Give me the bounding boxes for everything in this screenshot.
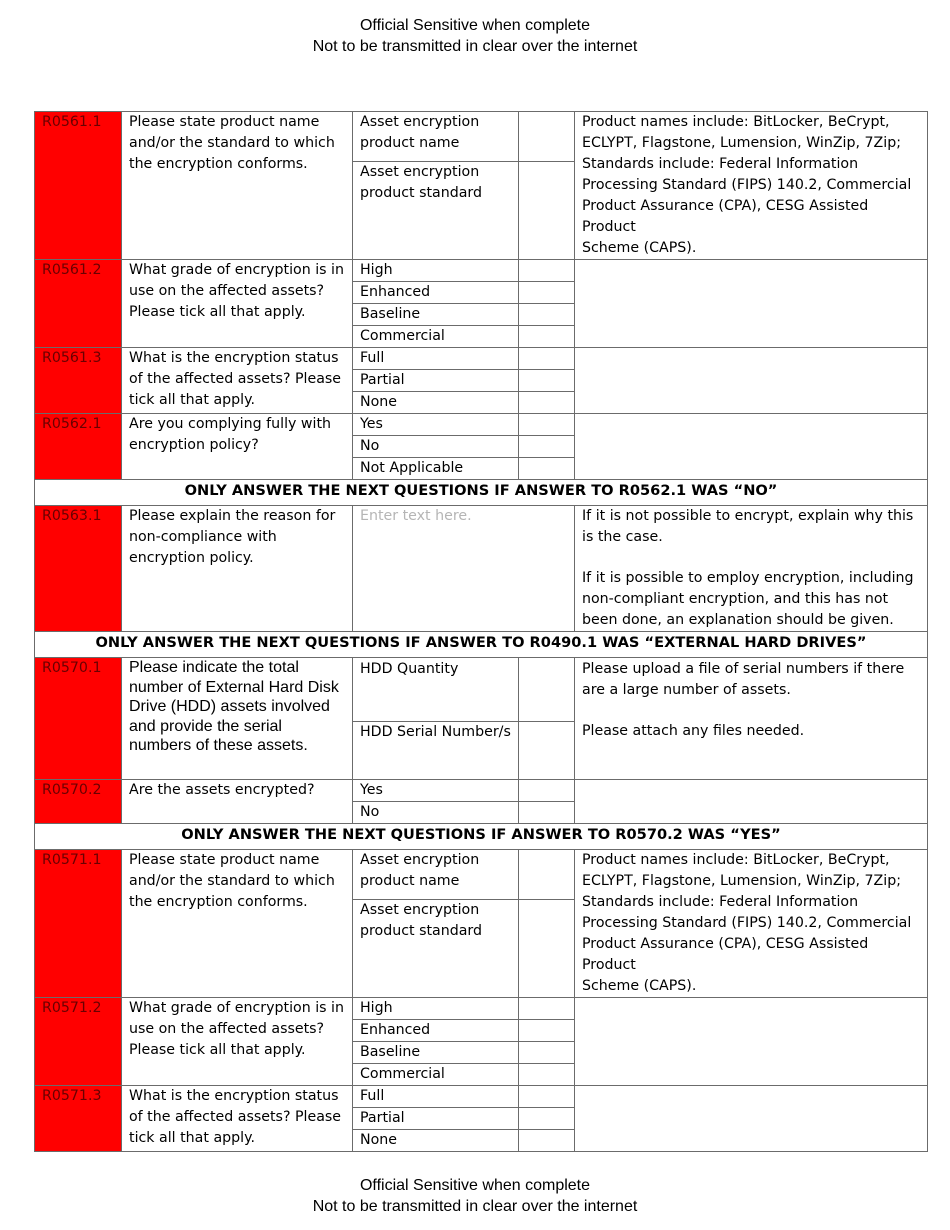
table-row <box>35 780 928 802</box>
checkbox-cell[interactable] <box>519 802 575 824</box>
table-row <box>35 998 928 1020</box>
option-label: Enhanced <box>353 1020 519 1042</box>
question-id: R0571.1 <box>35 850 122 998</box>
guidance-note <box>575 506 928 632</box>
checkbox-cell[interactable] <box>519 436 575 458</box>
checkbox-cell[interactable] <box>519 1042 575 1064</box>
checkbox-cell[interactable] <box>519 260 575 282</box>
option-label: None <box>353 1130 519 1152</box>
note-paragraph: Please attach any files needed. <box>582 723 805 739</box>
question-id: R0561.3 <box>35 348 122 414</box>
checkbox-cell[interactable] <box>519 458 575 480</box>
option-label: Enhanced <box>353 282 519 304</box>
conditional-banner: ONLY ANSWER THE NEXT QUESTIONS IF ANSWER TO R0562.1 WAS “NO” <box>35 480 928 506</box>
option-label: No <box>353 436 519 458</box>
security-marking-footer <box>0 1175 950 1217</box>
guidance-note-empty <box>575 780 928 824</box>
conditional-banner: ONLY ANSWER THE NEXT QUESTIONS IF ANSWER TO R0490.1 WAS “EXTERNAL HARD DRIVES” <box>35 632 928 658</box>
question-id: R0563.1 <box>35 506 122 632</box>
explanation-text-field[interactable] <box>353 506 575 632</box>
checkbox-cell[interactable] <box>519 1064 575 1086</box>
header-line-1: Official Sensitive when complete <box>359 17 591 34</box>
table-row <box>35 348 928 370</box>
table-row <box>35 1086 928 1108</box>
guidance-note <box>575 658 928 780</box>
question-text: Please state product name and/or the standard to which the encryption conforms. <box>122 850 353 998</box>
option-label: Baseline <box>353 304 519 326</box>
option-label: HDD Quantity <box>353 658 519 722</box>
guidance-note <box>575 112 928 260</box>
table-row <box>35 480 928 506</box>
note-line: ECLYPT, Flagstone, Lumension, WinZip, 7Zip; <box>582 135 901 151</box>
checkbox-cell[interactable] <box>519 392 575 414</box>
option-label: High <box>353 260 519 282</box>
option-label: No <box>353 802 519 824</box>
checkbox-cell[interactable] <box>519 414 575 436</box>
question-id: R0561.2 <box>35 260 122 348</box>
question-id: R0562.1 <box>35 414 122 480</box>
question-id: R0571.3 <box>35 1086 122 1152</box>
table-row <box>35 632 928 658</box>
question-id: R0570.1 <box>35 658 122 780</box>
option-label: Baseline <box>353 1042 519 1064</box>
option-label: Full <box>353 348 519 370</box>
option-label: Full <box>353 1086 519 1108</box>
checkbox-cell[interactable] <box>519 370 575 392</box>
question-text: What grade of encryption is in use on the affected assets? Please tick all that apply. <box>122 998 353 1086</box>
answer-field[interactable] <box>519 722 575 780</box>
footer-line-2: Not to be transmitted in clear over the internet <box>312 1198 638 1215</box>
question-text: Are the assets encrypted? <box>122 780 353 824</box>
question-id: R0571.2 <box>35 998 122 1086</box>
note-line: Scheme (CAPS). <box>582 240 697 256</box>
option-label: Commercial <box>353 326 519 348</box>
checkbox-cell[interactable] <box>519 1020 575 1042</box>
checkbox-cell[interactable] <box>519 282 575 304</box>
encryption-form-table <box>34 111 928 1152</box>
option-label: High <box>353 998 519 1020</box>
note-paragraph: If it is possible to employ encryption, including non-compliant encryption, and this has not been done, an explanation should be given. <box>582 570 914 628</box>
option-label: HDD Serial Number/s <box>353 722 519 780</box>
checkbox-cell[interactable] <box>519 1086 575 1108</box>
note-paragraph: Please upload a file of serial numbers if there are a large number of assets. <box>582 661 905 698</box>
table-row <box>35 658 928 722</box>
checkbox-cell[interactable] <box>519 326 575 348</box>
note-line: Standards include: Federal Information <box>582 156 859 172</box>
option-label: Yes <box>353 414 519 436</box>
answer-field[interactable] <box>519 900 575 998</box>
option-label: Asset encryption product standard <box>353 900 519 998</box>
guidance-note-empty <box>575 998 928 1086</box>
question-text: Please state product name and/or the standard to which the encryption conforms. <box>122 112 353 260</box>
answer-field[interactable] <box>519 112 575 162</box>
security-marking-header <box>0 15 950 57</box>
checkbox-cell[interactable] <box>519 1108 575 1130</box>
note-line: Product names include: BitLocker, BeCrypt, <box>582 114 890 130</box>
table-row <box>35 112 928 162</box>
header-line-2: Not to be transmitted in clear over the internet <box>312 38 638 55</box>
option-label: Yes <box>353 780 519 802</box>
question-text: Please indicate the total number of External Hard Disk Drive (HDD) assets involved and provide the serial numbers of these assets. <box>122 658 353 780</box>
note-line: Product names include: BitLocker, BeCrypt, <box>582 852 890 868</box>
guidance-note-empty <box>575 1086 928 1152</box>
option-label: Asset encryption product name <box>353 112 519 162</box>
table-row <box>35 506 928 632</box>
note-line: Processing Standard (FIPS) 140.2, Commercial <box>582 177 912 193</box>
conditional-banner: ONLY ANSWER THE NEXT QUESTIONS IF ANSWER TO R0570.2 WAS “YES” <box>35 824 928 850</box>
checkbox-cell[interactable] <box>519 348 575 370</box>
note-paragraph: If it is not possible to encrypt, explain why this is the case. <box>582 508 914 545</box>
question-text: What is the encryption status of the affected assets? Please tick all that apply. <box>122 1086 353 1152</box>
table-row <box>35 260 928 282</box>
note-gap <box>582 548 920 568</box>
note-line: ECLYPT, Flagstone, Lumension, WinZip, 7Zip; <box>582 873 901 889</box>
answer-field[interactable] <box>519 162 575 260</box>
option-label: None <box>353 392 519 414</box>
question-text: What is the encryption status of the affected assets? Please tick all that apply. <box>122 348 353 414</box>
answer-field[interactable] <box>519 658 575 722</box>
text-placeholder: Enter text here. <box>360 508 472 524</box>
guidance-note-empty <box>575 260 928 348</box>
question-id: R0561.1 <box>35 112 122 260</box>
answer-field[interactable] <box>519 850 575 900</box>
checkbox-cell[interactable] <box>519 998 575 1020</box>
guidance-note <box>575 850 928 998</box>
note-line: Processing Standard (FIPS) 140.2, Commercial <box>582 915 912 931</box>
question-text: What grade of encryption is in use on the affected assets? Please tick all that apply. <box>122 260 353 348</box>
option-label: Commercial <box>353 1064 519 1086</box>
footer-line-1: Official Sensitive when complete <box>359 1177 591 1194</box>
checkbox-cell[interactable] <box>519 1130 575 1152</box>
note-line: Product Assurance (CPA), CESG Assisted Product <box>582 198 869 235</box>
guidance-note-empty <box>575 348 928 414</box>
option-label: Partial <box>353 1108 519 1130</box>
option-label: Not Applicable <box>353 458 519 480</box>
note-line: Scheme (CAPS). <box>582 978 697 994</box>
note-line: Product Assurance (CPA), CESG Assisted Product <box>582 936 869 973</box>
table-row <box>35 414 928 436</box>
option-label: Asset encryption product name <box>353 850 519 900</box>
table-row <box>35 850 928 900</box>
question-text: Please explain the reason for non-compliance with encryption policy. <box>122 506 353 632</box>
guidance-note-empty <box>575 414 928 480</box>
option-label: Partial <box>353 370 519 392</box>
checkbox-cell[interactable] <box>519 780 575 802</box>
question-text: Are you complying fully with encryption policy? <box>122 414 353 480</box>
option-label: Asset encryption product standard <box>353 162 519 260</box>
checkbox-cell[interactable] <box>519 304 575 326</box>
note-line: Standards include: Federal Information <box>582 894 859 910</box>
note-gap <box>582 701 920 721</box>
table-row <box>35 824 928 850</box>
question-id: R0570.2 <box>35 780 122 824</box>
